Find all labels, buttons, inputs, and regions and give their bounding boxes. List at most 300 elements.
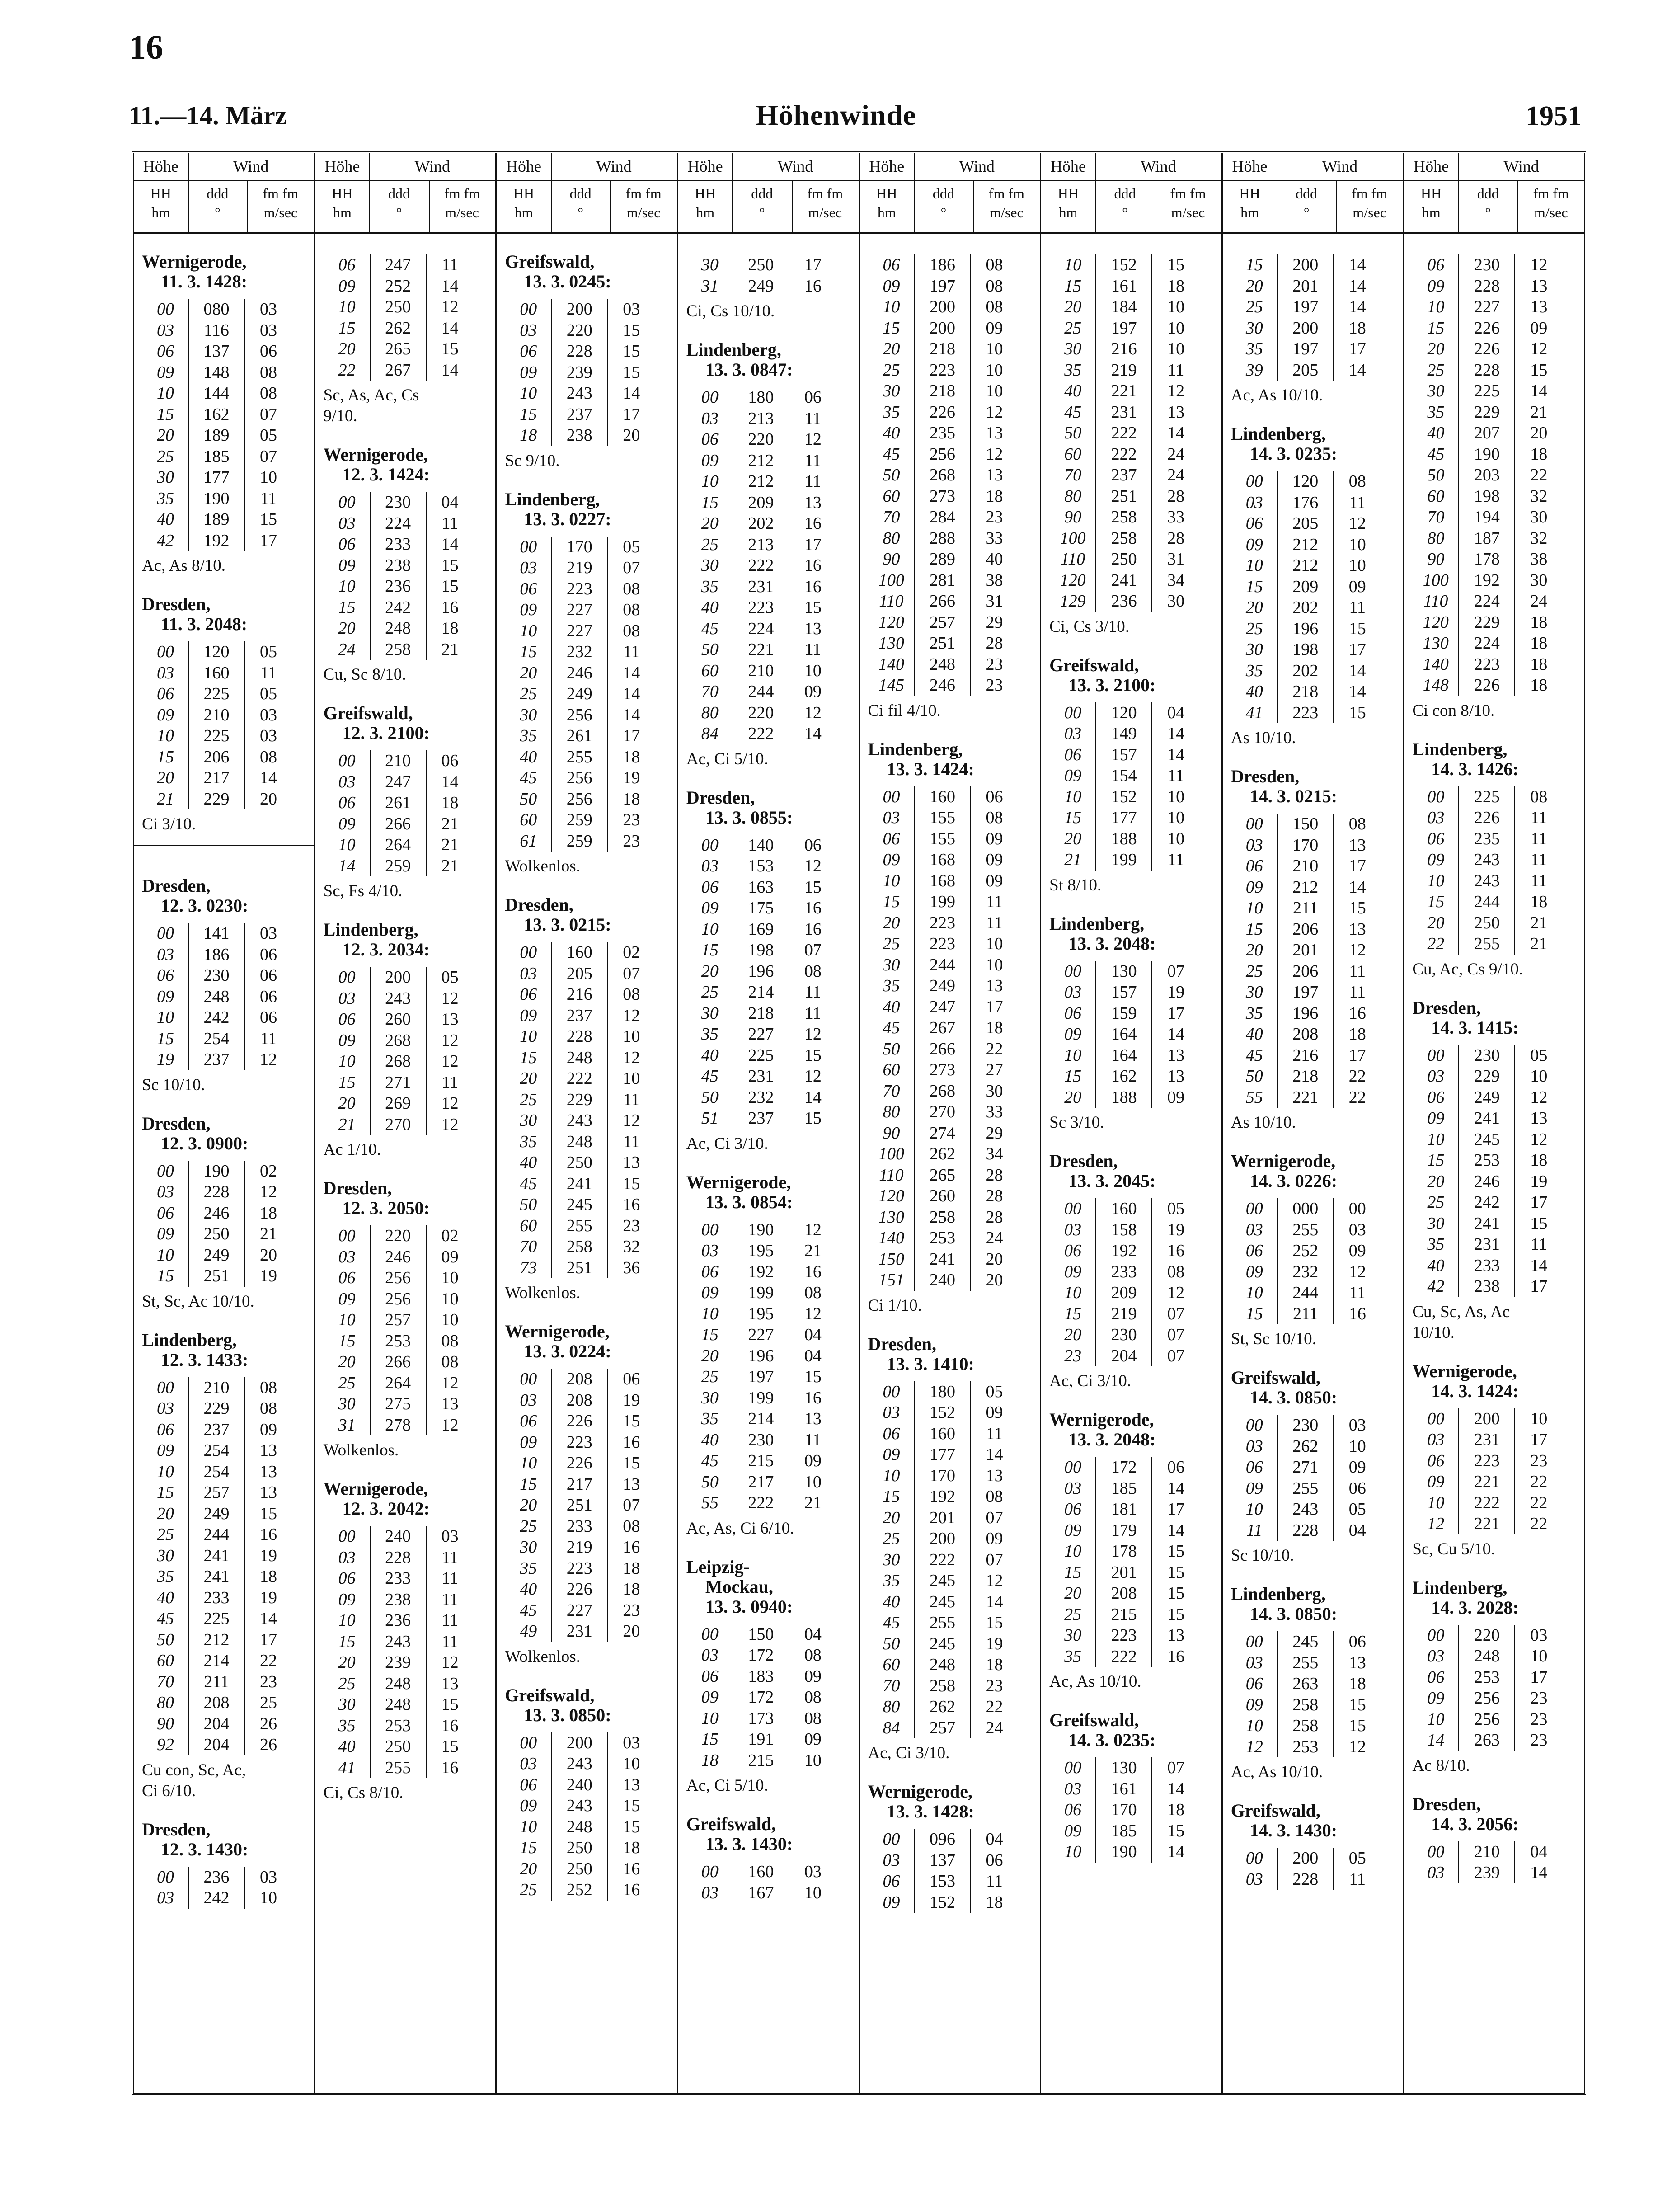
height-cell: 45 bbox=[520, 1174, 537, 1193]
direction-cell: 201 bbox=[915, 1507, 971, 1529]
speed-cell: 24 bbox=[1530, 592, 1548, 611]
table-row bbox=[143, 1266, 292, 1287]
height-cell: 20 bbox=[883, 913, 900, 932]
table-row bbox=[143, 1867, 292, 1888]
direction-cell: 219 bbox=[551, 1537, 607, 1558]
direction-cell: 229 bbox=[188, 1398, 244, 1419]
direction-cell: 246 bbox=[1459, 1171, 1515, 1192]
speed-cell: 12 bbox=[623, 1048, 640, 1067]
height-cell: 60 bbox=[157, 1651, 174, 1671]
speed-cell: 09 bbox=[1348, 1241, 1366, 1261]
table-row bbox=[1413, 1646, 1562, 1667]
direction-cell: 255 bbox=[1459, 933, 1515, 955]
direction-cell: 212 bbox=[1277, 534, 1334, 555]
direction-cell: 236 bbox=[370, 1610, 426, 1631]
table-row bbox=[1050, 961, 1199, 982]
table-row bbox=[1413, 849, 1562, 871]
table-row bbox=[324, 1694, 474, 1715]
wind-data-table bbox=[1050, 702, 1199, 871]
table-row bbox=[687, 1708, 836, 1729]
table-row bbox=[1050, 1646, 1199, 1667]
height-cell: 60 bbox=[883, 1060, 900, 1080]
height-cell: 10 bbox=[520, 1817, 537, 1836]
table-row bbox=[1050, 1324, 1199, 1346]
table-row bbox=[869, 1186, 1018, 1207]
wind-data-table bbox=[1232, 1848, 1381, 1890]
height-cell: 06 bbox=[1064, 1500, 1082, 1519]
speed-cell: 15 bbox=[1530, 360, 1548, 380]
direction-cell: 210 bbox=[733, 660, 789, 682]
wind-label: Wind bbox=[233, 157, 269, 175]
hh-label: HH hm bbox=[860, 180, 915, 232]
table-row bbox=[506, 1879, 655, 1901]
station-name: Lindenberg, bbox=[1412, 739, 1508, 759]
height-cell: 10 bbox=[520, 621, 537, 640]
direction-cell: 181 bbox=[1096, 1499, 1152, 1520]
cloud-note: Ac, Ci 3/10. bbox=[868, 1744, 950, 1762]
height-cell: 49 bbox=[520, 1622, 537, 1641]
direction-cell: 186 bbox=[915, 254, 971, 276]
station-name: Greifswald, bbox=[505, 1685, 595, 1705]
height-cell: 60 bbox=[1064, 444, 1082, 464]
direction-cell: 263 bbox=[1459, 1730, 1515, 1751]
table-row bbox=[143, 404, 292, 425]
table-row bbox=[324, 1051, 474, 1072]
height-cell: 35 bbox=[701, 1409, 719, 1429]
speed-cell: 17 bbox=[1348, 640, 1366, 659]
table-row bbox=[324, 1610, 474, 1631]
direction-cell: 246 bbox=[551, 663, 607, 684]
height-cell: 20 bbox=[157, 768, 174, 788]
table-row bbox=[869, 1207, 1018, 1228]
height-cell: 25 bbox=[1064, 318, 1082, 338]
speed-cell: 07 bbox=[1167, 1325, 1185, 1345]
speed-cell: 14 bbox=[623, 705, 640, 725]
height-cell: 20 bbox=[1427, 339, 1445, 359]
table-row bbox=[687, 1624, 836, 1645]
speed-cell: 20 bbox=[623, 1622, 640, 1641]
direction-cell: 178 bbox=[1459, 549, 1515, 570]
speed-cell: 14 bbox=[260, 1609, 277, 1628]
table-row bbox=[687, 723, 836, 744]
speed-cell: 14 bbox=[1348, 877, 1366, 897]
height-cell: 06 bbox=[338, 535, 356, 554]
table-row bbox=[1232, 1673, 1381, 1694]
height-cell: 15 bbox=[520, 405, 537, 424]
speed-cell: 18 bbox=[441, 619, 459, 638]
height-cell: 60 bbox=[883, 486, 900, 506]
direction-cell: 222 bbox=[733, 555, 789, 576]
table-row bbox=[687, 1282, 836, 1304]
height-cell: 10 bbox=[1245, 556, 1263, 575]
cloud-note: Ci, Cs 10/10. bbox=[686, 302, 775, 320]
height-cell: 20 bbox=[157, 1504, 174, 1523]
speed-cell: 04 bbox=[804, 1325, 822, 1345]
table-row bbox=[324, 792, 474, 814]
speed-cell: 11 bbox=[1167, 766, 1184, 786]
speed-cell: 23 bbox=[1530, 1709, 1548, 1729]
observation-time: 13. 3. 0854: bbox=[705, 1191, 793, 1212]
direction-cell: 259 bbox=[551, 831, 607, 852]
height-cell: 24 bbox=[338, 640, 356, 659]
wind-data-table bbox=[506, 537, 655, 852]
table-row bbox=[1232, 1499, 1381, 1520]
speed-cell: 16 bbox=[441, 1716, 459, 1735]
table-row bbox=[1050, 1499, 1199, 1520]
wind-data-table bbox=[1232, 254, 1381, 381]
speed-cell: 11 bbox=[260, 663, 277, 682]
table-row bbox=[143, 446, 292, 467]
speed-cell: 13 bbox=[1530, 297, 1548, 317]
height-cell: 25 bbox=[520, 1090, 537, 1109]
direction-cell: 192 bbox=[188, 530, 244, 551]
hh-label: HH hm bbox=[315, 180, 371, 232]
direction-cell: 222 bbox=[1096, 1646, 1152, 1667]
speed-cell: 09 bbox=[986, 1403, 1003, 1422]
cloud-note: Cu, Sc, As, Ac 10/10. bbox=[1412, 1302, 1510, 1342]
direction-cell: 137 bbox=[188, 341, 244, 362]
table-row bbox=[1232, 513, 1381, 534]
height-cell: 60 bbox=[1427, 486, 1445, 506]
table-row bbox=[869, 1850, 1018, 1871]
direction-cell: 255 bbox=[1277, 1652, 1334, 1674]
table-row bbox=[1413, 1667, 1562, 1688]
table-row bbox=[1232, 1415, 1381, 1436]
height-cell: 10 bbox=[520, 384, 537, 403]
table-row bbox=[1232, 814, 1381, 835]
table-row bbox=[1413, 1066, 1562, 1087]
speed-cell: 10 bbox=[986, 339, 1003, 359]
speed-cell: 15 bbox=[1167, 1605, 1185, 1624]
table-row bbox=[687, 254, 836, 276]
speed-cell: 12 bbox=[804, 1067, 822, 1086]
height-cell: 15 bbox=[1245, 1304, 1263, 1323]
direction-cell: 208 bbox=[551, 1369, 607, 1390]
table-row bbox=[143, 1713, 292, 1735]
table-row bbox=[869, 1423, 1018, 1445]
speed-cell: 08 bbox=[804, 1283, 822, 1303]
header-row-units bbox=[1223, 180, 1403, 232]
direction-cell: 170 bbox=[915, 1465, 971, 1487]
height-cell: 39 bbox=[1245, 360, 1263, 380]
height-cell: 00 bbox=[1064, 1458, 1082, 1477]
table-row bbox=[869, 1144, 1018, 1165]
direction-cell: 253 bbox=[915, 1228, 971, 1249]
table-row bbox=[324, 597, 474, 618]
speed-cell: 03 bbox=[260, 300, 277, 319]
direction-cell: 235 bbox=[1459, 828, 1515, 850]
table-row bbox=[869, 1591, 1018, 1613]
height-cell: 10 bbox=[1064, 1283, 1082, 1303]
table-row bbox=[1050, 339, 1199, 360]
height-cell: 35 bbox=[157, 489, 174, 508]
table-row bbox=[324, 1526, 474, 1547]
height-cell: 31 bbox=[338, 1415, 356, 1435]
table-row bbox=[143, 341, 292, 362]
table-row bbox=[687, 1645, 836, 1666]
separator-line bbox=[134, 845, 314, 846]
table-row bbox=[143, 767, 292, 789]
table-row bbox=[1050, 1604, 1199, 1625]
fmfm-label: fm fm m/sec bbox=[807, 185, 843, 221]
table-row bbox=[324, 1736, 474, 1757]
table-row bbox=[143, 1181, 292, 1203]
table-row bbox=[1050, 1478, 1199, 1499]
table-row bbox=[869, 1718, 1018, 1739]
table-row bbox=[324, 618, 474, 639]
table-row bbox=[1232, 618, 1381, 640]
speed-cell: 21 bbox=[1530, 402, 1548, 422]
height-cell: 03 bbox=[157, 945, 174, 964]
direction-cell: 201 bbox=[1277, 276, 1334, 297]
cloud-note: Cu con, Sc, Ac, Ci 6/10. bbox=[142, 1760, 246, 1800]
direction-cell: 152 bbox=[1096, 254, 1152, 276]
table-row bbox=[687, 660, 836, 682]
station-block bbox=[322, 254, 489, 427]
direction-cell: 237 bbox=[188, 1419, 244, 1440]
height-cell: 06 bbox=[883, 1872, 900, 1891]
direction-cell: 222 bbox=[733, 723, 789, 744]
direction-cell: 237 bbox=[1096, 465, 1152, 486]
height-cell: 45 bbox=[1064, 402, 1082, 422]
direction-cell: 227 bbox=[1459, 297, 1515, 318]
wind-data-table bbox=[869, 254, 1018, 696]
height-cell: 25 bbox=[701, 535, 719, 554]
direction-cell: 200 bbox=[551, 299, 607, 320]
direction-cell: 245 bbox=[915, 1591, 971, 1613]
table-row bbox=[1232, 297, 1381, 318]
header-row-top bbox=[497, 153, 677, 181]
height-cell: 15 bbox=[1245, 577, 1263, 596]
speed-cell: 15 bbox=[804, 1367, 822, 1387]
table-row bbox=[1050, 1821, 1199, 1842]
speed-cell: 13 bbox=[804, 1409, 822, 1429]
station-name: Dresden, bbox=[1412, 997, 1481, 1018]
height-cell: 09 bbox=[1427, 1689, 1445, 1708]
direction-cell: 288 bbox=[915, 528, 971, 549]
direction-cell: 268 bbox=[370, 1030, 426, 1051]
height-cell: 03 bbox=[157, 663, 174, 682]
table-row bbox=[1413, 1087, 1562, 1108]
height-cell: 50 bbox=[883, 1039, 900, 1059]
height-cell: 35 bbox=[1064, 360, 1082, 380]
table-row bbox=[506, 557, 655, 579]
direction-cell: 180 bbox=[915, 1381, 971, 1403]
speed-cell: 18 bbox=[1530, 676, 1548, 695]
height-cell: 35 bbox=[1064, 1647, 1082, 1666]
height-cell: 10 bbox=[1064, 255, 1082, 275]
table-row bbox=[506, 299, 655, 320]
speed-cell: 08 bbox=[804, 961, 822, 981]
direction-cell: 220 bbox=[733, 702, 789, 724]
wind-data-table bbox=[687, 1624, 836, 1771]
height-cell: 140 bbox=[878, 654, 904, 674]
speed-cell: 19 bbox=[260, 1546, 277, 1565]
station-name: Greifswald, bbox=[323, 703, 413, 723]
wind-data-table bbox=[1232, 1415, 1381, 1541]
height-cell: 55 bbox=[1245, 1087, 1263, 1107]
observation-time: 14. 3. 1426: bbox=[1431, 758, 1519, 779]
direction-cell: 244 bbox=[188, 1524, 244, 1545]
height-cell: 10 bbox=[1064, 787, 1082, 806]
direction-cell: 266 bbox=[915, 591, 971, 612]
direction-cell: 257 bbox=[915, 1718, 971, 1739]
table-row bbox=[1050, 1282, 1199, 1304]
table-row bbox=[687, 1430, 836, 1451]
speed-cell: 14 bbox=[441, 360, 459, 380]
direction-cell: 268 bbox=[915, 465, 971, 486]
height-cell: 40 bbox=[701, 598, 719, 617]
speed-cell: 14 bbox=[1167, 1842, 1185, 1862]
height-cell: 09 bbox=[701, 1688, 719, 1707]
height-cell: 20 bbox=[1245, 598, 1263, 617]
speed-cell: 08 bbox=[986, 808, 1003, 828]
table-row bbox=[1232, 1737, 1381, 1758]
speed-cell: 08 bbox=[623, 985, 640, 1004]
direction-cell: 211 bbox=[188, 1671, 244, 1693]
speed-cell: 07 bbox=[1167, 1758, 1185, 1778]
height-cell: 03 bbox=[520, 558, 537, 578]
direction-cell: 200 bbox=[1277, 1848, 1334, 1869]
observation-time: 12. 3. 0230: bbox=[161, 895, 249, 916]
header-row-units bbox=[497, 180, 677, 232]
station-name: Greifswald, bbox=[1049, 1710, 1139, 1730]
direction-cell: 254 bbox=[188, 1028, 244, 1050]
speed-cell: 18 bbox=[623, 789, 640, 809]
cloud-note: Ci, Cs 8/10. bbox=[323, 1784, 404, 1802]
direction-cell: 192 bbox=[1096, 1240, 1152, 1261]
height-cell: 20 bbox=[338, 619, 356, 638]
station-block bbox=[140, 1312, 308, 1802]
wind-data-table bbox=[324, 1225, 474, 1435]
speed-cell: 10 bbox=[441, 1289, 459, 1308]
speed-cell: 07 bbox=[260, 405, 277, 424]
speed-cell: 15 bbox=[623, 320, 640, 340]
speed-cell: 24 bbox=[986, 1718, 1003, 1737]
speed-cell: 07 bbox=[986, 1508, 1003, 1527]
hoehe-label: Höhe bbox=[315, 153, 371, 180]
station-block bbox=[685, 770, 852, 1154]
table-row bbox=[143, 1461, 292, 1483]
cloud-note: Wolkenlos. bbox=[323, 1441, 399, 1459]
station-block bbox=[140, 858, 308, 1096]
table-row bbox=[687, 429, 836, 450]
speed-cell: 19 bbox=[260, 1266, 277, 1286]
speed-cell: 10 bbox=[623, 1027, 640, 1046]
table-row bbox=[1413, 507, 1562, 528]
direction-cell: 183 bbox=[733, 1666, 789, 1687]
speed-cell: 15 bbox=[441, 577, 459, 596]
table-row bbox=[1413, 570, 1562, 591]
table-row bbox=[869, 1549, 1018, 1571]
direction-cell: 200 bbox=[915, 297, 971, 318]
height-cell: 00 bbox=[883, 1830, 900, 1849]
height-cell: 10 bbox=[701, 1708, 719, 1728]
height-cell: 60 bbox=[520, 810, 537, 830]
table-row bbox=[506, 1774, 655, 1796]
wind-data-table bbox=[506, 1369, 655, 1642]
table-row bbox=[143, 1650, 292, 1671]
speed-cell: 18 bbox=[260, 1567, 277, 1586]
table-row bbox=[869, 1570, 1018, 1591]
direction-cell: 233 bbox=[188, 1587, 244, 1609]
height-cell: 10 bbox=[338, 577, 356, 596]
station-block bbox=[685, 322, 852, 770]
speed-cell: 08 bbox=[623, 1516, 640, 1536]
speed-cell: 11 bbox=[1349, 598, 1366, 617]
direction-cell: 242 bbox=[370, 597, 426, 618]
speed-cell: 18 bbox=[1530, 654, 1548, 674]
height-cell: 45 bbox=[520, 768, 537, 788]
observation-time: 14. 3. 2056: bbox=[1431, 1813, 1519, 1834]
speed-cell: 07 bbox=[623, 1496, 640, 1515]
speed-cell: 15 bbox=[623, 342, 640, 361]
wind-data-table bbox=[1413, 1841, 1562, 1883]
height-cell: 03 bbox=[520, 1754, 537, 1774]
table-row bbox=[1050, 402, 1199, 423]
height-cell: 80 bbox=[701, 703, 719, 722]
direction-cell: 231 bbox=[1096, 402, 1152, 423]
height-cell: 00 bbox=[1427, 1045, 1445, 1065]
direction-cell: 116 bbox=[188, 320, 244, 341]
speed-cell: 22 bbox=[260, 1651, 277, 1671]
speed-cell: 06 bbox=[986, 787, 1003, 806]
height-cell: 09 bbox=[338, 1289, 356, 1308]
direction-cell: 255 bbox=[370, 1757, 426, 1779]
speed-cell: 17 bbox=[804, 535, 822, 554]
direction-cell: 152 bbox=[915, 1892, 971, 1913]
speed-cell: 18 bbox=[1348, 1025, 1366, 1044]
height-cell: 20 bbox=[520, 663, 537, 682]
speed-cell: 11 bbox=[986, 892, 1003, 912]
column-body bbox=[134, 234, 314, 1909]
table-row bbox=[1232, 940, 1381, 961]
direction-cell: 210 bbox=[188, 1377, 244, 1398]
table-row bbox=[1050, 1261, 1199, 1283]
height-cell: 70 bbox=[883, 508, 900, 527]
height-cell: 09 bbox=[157, 705, 174, 725]
cloud-note: Ci fil 4/10. bbox=[868, 701, 941, 720]
table-row bbox=[506, 579, 655, 600]
height-cell: 03 bbox=[1245, 1869, 1263, 1889]
direction-cell: 245 bbox=[915, 1633, 971, 1655]
table-row bbox=[1232, 597, 1381, 618]
table-row bbox=[324, 988, 474, 1009]
speed-cell: 21 bbox=[804, 1241, 822, 1261]
speed-cell: 14 bbox=[1348, 661, 1366, 680]
table-row bbox=[687, 1666, 836, 1687]
height-cell: 06 bbox=[1245, 1241, 1263, 1261]
direction-cell: 240 bbox=[370, 1526, 426, 1547]
direction-cell: 223 bbox=[1096, 1625, 1152, 1646]
speed-cell: 08 bbox=[1167, 1262, 1185, 1281]
direction-cell: 232 bbox=[551, 641, 607, 663]
table-row bbox=[1232, 877, 1381, 898]
speed-cell: 08 bbox=[986, 1487, 1003, 1506]
direction-cell: 223 bbox=[551, 579, 607, 600]
column-header bbox=[678, 153, 859, 234]
table-row bbox=[324, 1652, 474, 1673]
wind-data-table bbox=[869, 1829, 1018, 1913]
direction-cell: 185 bbox=[1096, 1478, 1152, 1499]
speed-cell: 16 bbox=[804, 577, 822, 596]
height-cell: 06 bbox=[883, 255, 900, 275]
height-cell: 14 bbox=[338, 856, 356, 875]
table-row bbox=[1050, 1562, 1199, 1583]
table-row bbox=[1413, 1862, 1562, 1883]
table-row bbox=[1413, 465, 1562, 486]
height-cell: 40 bbox=[520, 747, 537, 767]
